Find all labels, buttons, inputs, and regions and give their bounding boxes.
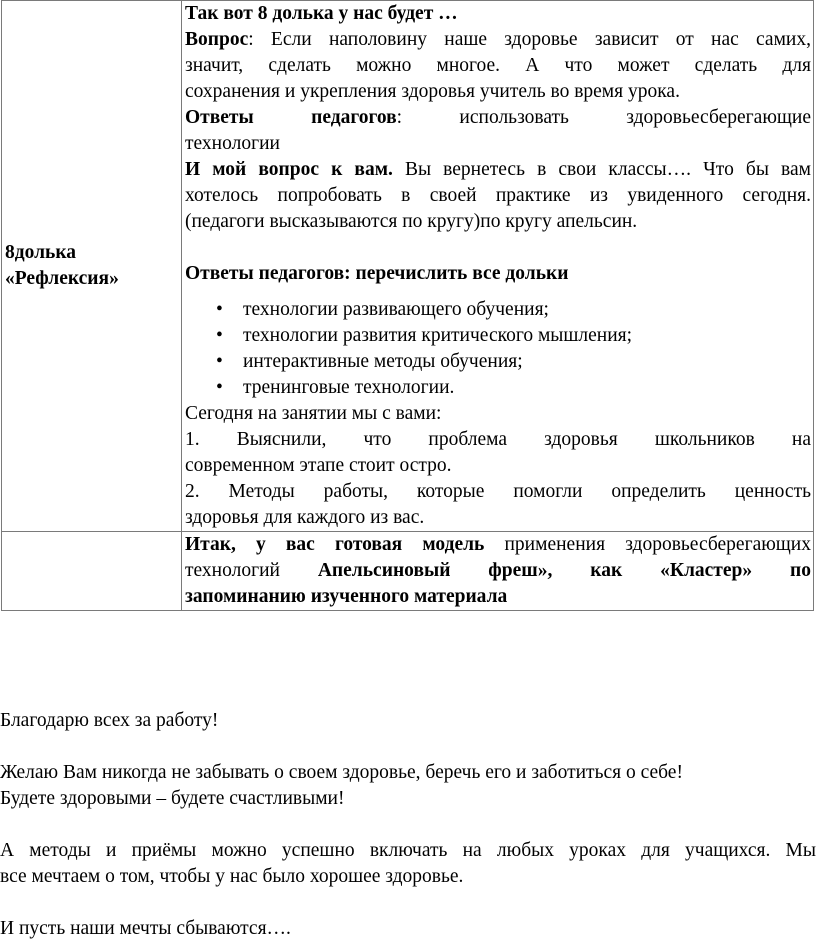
answers-text: : использовать здоровьесберегающие <box>396 107 811 128</box>
my-question-text: хотелось попробовать в своей практике из увиденного сегодня. <box>185 185 811 206</box>
my-question-label: И мой вопрос к вам. <box>185 159 393 180</box>
methods-paragraph: все мечтаем о том, чтобы у нас было хорошее здоровье. <box>0 866 464 887</box>
content-cell <box>182 1 814 532</box>
list-item: • тренинговые технологии. <box>243 375 811 401</box>
question-label: Вопрос <box>185 29 249 50</box>
bullet-icon: • <box>216 377 223 398</box>
summary-cell <box>182 532 814 611</box>
summary-bold: Итак, у вас готовая модель <box>185 534 485 555</box>
my-question-text: (педагоги высказываются по кругу)по кругу апельсин. <box>185 211 638 232</box>
table-row <box>2 532 814 611</box>
wish-paragraph: Желаю Вам никогда не забывать о своем здоровье, беречь его и заботиться о себе! <box>0 762 683 783</box>
my-question-text: Вы вернетесь в свои классы…. Что бы вам <box>392 159 811 180</box>
bullet-icon: • <box>216 351 223 372</box>
answers-text: технологии <box>185 133 280 154</box>
table-row <box>2 1 814 532</box>
lesson-table <box>1 0 814 611</box>
dreams-paragraph: И пусть наши мечты сбываются…. <box>0 918 291 939</box>
thanks-paragraph: Благодарю всех за работу! <box>0 710 219 731</box>
wish-paragraph: Будете здоровыми – будете счастливыми! <box>0 788 345 809</box>
question-text: : Если наполовину наше здоровье зависит от нас самих, <box>248 29 811 50</box>
point-1: современном этапе стоит остро. <box>185 455 452 476</box>
slice-heading: Так вот 8 долька у нас будет … <box>185 3 458 24</box>
stage-cell <box>2 1 182 532</box>
list-item: • технологии развивающего обучения; <box>243 297 811 323</box>
stage-label-line1: 8долька <box>5 242 77 263</box>
answers-list-heading: Ответы педагогов: перечислить все дольки <box>185 263 569 284</box>
bullet-icon: • <box>216 299 223 320</box>
summary-text: технологий <box>185 560 318 581</box>
summary-bold: запоминанию изученного материала <box>185 586 508 607</box>
point-2: здоровья для каждого из вас. <box>185 507 425 528</box>
today-line: Сегодня на занятии мы с вами: <box>185 403 442 424</box>
summary-text: применения здоровьесберегающих <box>484 534 811 555</box>
empty-cell <box>2 532 182 611</box>
question-text: значит, сделать можно многое. А что может сделать для <box>185 55 811 76</box>
technology-list <box>185 297 811 401</box>
question-text: сохранения и укрепления здоровья учитель во время урока. <box>185 81 680 102</box>
stage-label-line2: «Рефлексия» <box>5 268 119 289</box>
answers-label: Ответы педагогов <box>185 107 397 128</box>
bullet-icon: • <box>216 325 223 346</box>
list-item: • технологии развития критического мышления; <box>243 323 811 349</box>
list-item: • интерактивные методы обучения; <box>243 349 811 375</box>
summary-bold: Апельсиновый фреш», как «Кластер» по <box>317 560 811 581</box>
closing-text <box>0 708 816 942</box>
methods-paragraph: А методы и приёмы можно успешно включать на любых уроках для учащихся. Мы <box>0 840 816 861</box>
point-1: 1. Выяснили, что проблема здоровья школьников на <box>185 429 811 450</box>
point-2: 2. Методы работы, которые помогли определить ценность <box>185 481 811 502</box>
